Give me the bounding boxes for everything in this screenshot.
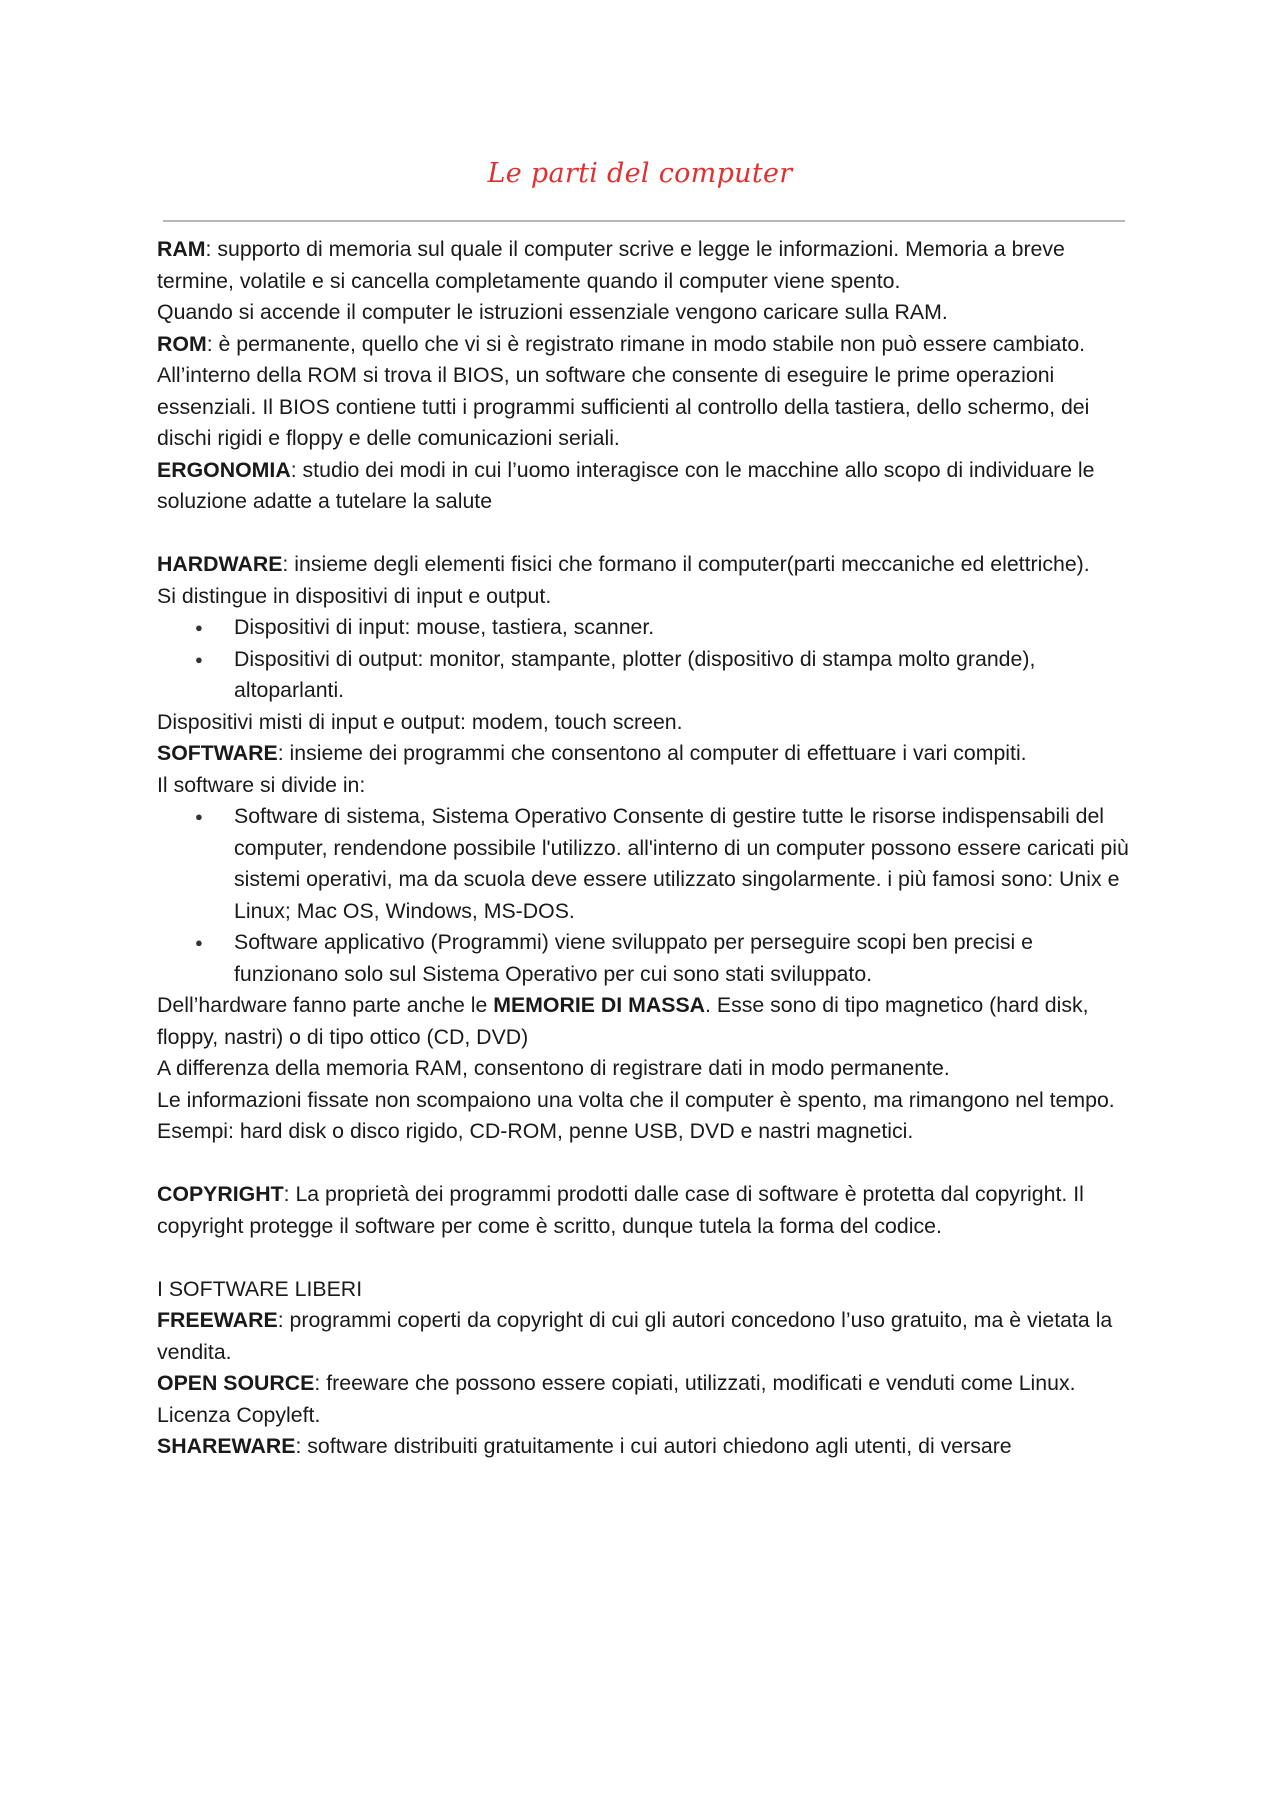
- hardware-misti-paragraph: Dispositivi misti di input e output: modem, touch screen.: [157, 709, 683, 734]
- page-title: Le parti del computer: [487, 158, 793, 189]
- hardware-term: HARDWARE: [157, 552, 283, 576]
- freeware-term: FREEWARE: [157, 1308, 278, 1332]
- shareware-term: SHAREWARE: [157, 1434, 296, 1458]
- hardware-list: [157, 612, 1132, 707]
- open-source-paragraph: [157, 1368, 1132, 1431]
- copyright-text: : La proprietà dei programmi prodotti dalle case di software è protetta dal copyright. Il copyright protegge il software per come è scritto, dunque tutela la forma del codice.: [157, 1182, 1084, 1238]
- software-intro: Il software si divide in:: [157, 772, 366, 797]
- list-item: ● Dispositivi di input: mouse, tastiera, scanner.: [234, 612, 1132, 644]
- ram-term: RAM: [157, 237, 206, 261]
- list-item: ● Dispositivi di output: monitor, stampante, plotter (dispositivo di stampa molto grande), altoparlanti.: [234, 644, 1132, 707]
- software-paragraph: [157, 738, 1132, 770]
- software-term: SOFTWARE: [157, 741, 278, 765]
- list-item: ● Software di sistema, Sistema Operativo Consente di gestire tutte le risorse indispensabili del computer, rendendone possibile l'utilizzo. all'interno di un computer possono essere caricati più sistemi operativi, ma da scuola deve essere utilizzato singolarmente. i più famosi sono: Unix e Linux; Mac OS, Windows, MS-DOS.: [234, 801, 1132, 927]
- freeware-text: : programmi coperti da copyright di cui gli autori concedono l’uso gratuito, ma è vietata la vendita.: [157, 1308, 1113, 1364]
- software-liberi-heading: I SOFTWARE LIBERI: [157, 1276, 363, 1301]
- ergonomia-text: : studio dei modi in cui l’uomo interagisce con le macchine allo scopo di individuare le soluzione adatte a tutelare la salute: [157, 457, 1095, 513]
- hardware-text: : insieme degli elementi fisici che formano il computer(parti meccaniche ed elettriche).: [282, 552, 1090, 576]
- list-item: ● Software applicativo (Programmi) viene sviluppato per perseguire scopi ben precisi e funzionano solo sul Sistema Operativo per cui sono stati sviluppato.: [234, 927, 1132, 990]
- ram-boot-paragraph: Quando si accende il computer le istruzioni essenziale vengono caricare sulla RAM.: [157, 300, 948, 324]
- hardware-intro: Si distingue in dispositivi di input e output.: [157, 583, 552, 608]
- freeware-paragraph: [157, 1305, 1132, 1368]
- memorie-term: MEMORIE DI MASSA: [493, 993, 706, 1017]
- ergonomia-paragraph: [157, 455, 1132, 518]
- document-body: [157, 234, 1132, 1463]
- software-text: : insieme dei programmi che consentono al computer di effettuare i vari compiti.: [277, 741, 1027, 765]
- memorie-paragraph: [157, 990, 1132, 1053]
- copyright-term: COPYRIGHT: [157, 1182, 284, 1206]
- title-divider: [163, 220, 1125, 222]
- memorie-info-paragraph: Le informazioni fissate non scompaiono una volta che il computer è spento, ma rimangono nel tempo.: [157, 1087, 1115, 1112]
- spacer: [157, 1242, 1132, 1274]
- spacer: [157, 518, 1132, 550]
- open-source-term: OPEN SOURCE: [157, 1371, 315, 1395]
- ergonomia-term: ERGONOMIA: [157, 457, 291, 482]
- open-source-text: : freeware che possono essere copiati, utilizzati, modificati e venduti come Linux. Licenza Copyleft.: [157, 1371, 1076, 1427]
- memorie-esempi-paragraph: Esempi: hard disk o disco rigido, CD-ROM, penne USB, DVD e nastri magnetici.: [157, 1119, 914, 1143]
- rom-paragraph: [157, 329, 1132, 361]
- shareware-paragraph: [157, 1431, 1132, 1463]
- rom-term: ROM: [157, 331, 207, 356]
- copyright-paragraph: [157, 1179, 1132, 1242]
- ram-paragraph: [157, 234, 1132, 297]
- shareware-text: : software distribuiti gratuitamente i cui autori chiedono agli utenti, di versare: [295, 1434, 1012, 1458]
- software-list: [157, 801, 1132, 990]
- memorie-after: . Esse sono di tipo magnetico (hard disk, floppy, nastri) o di tipo ottico (CD, DVD): [157, 993, 1089, 1049]
- bios-paragraph: All’interno della ROM si trova il BIOS, un software che consente di eseguire le prime operazioni essenziali. Il BIOS contiene tutti i programmi sufficienti al controllo della tastiera, dello schermo, dei dischi rigidi e floppy e delle comunicazioni seriali.: [157, 363, 1090, 450]
- hardware-paragraph: [157, 549, 1132, 581]
- memorie-ram-paragraph: A differenza della memoria RAM, consentono di registrare dati in modo permanente.: [157, 1056, 950, 1080]
- spacer: [157, 1148, 1132, 1180]
- memorie-before: Dell’hardware fanno parte anche le: [157, 993, 494, 1017]
- rom-text: : è permanente, quello che vi si è registrato rimane in modo stabile non può essere cambiato.: [206, 331, 1086, 356]
- ram-text: : supporto di memoria sul quale il computer scrive e legge le informazioni. Memoria a breve termine, volatile e si cancella completamente quando il computer viene spento.: [157, 237, 1065, 293]
